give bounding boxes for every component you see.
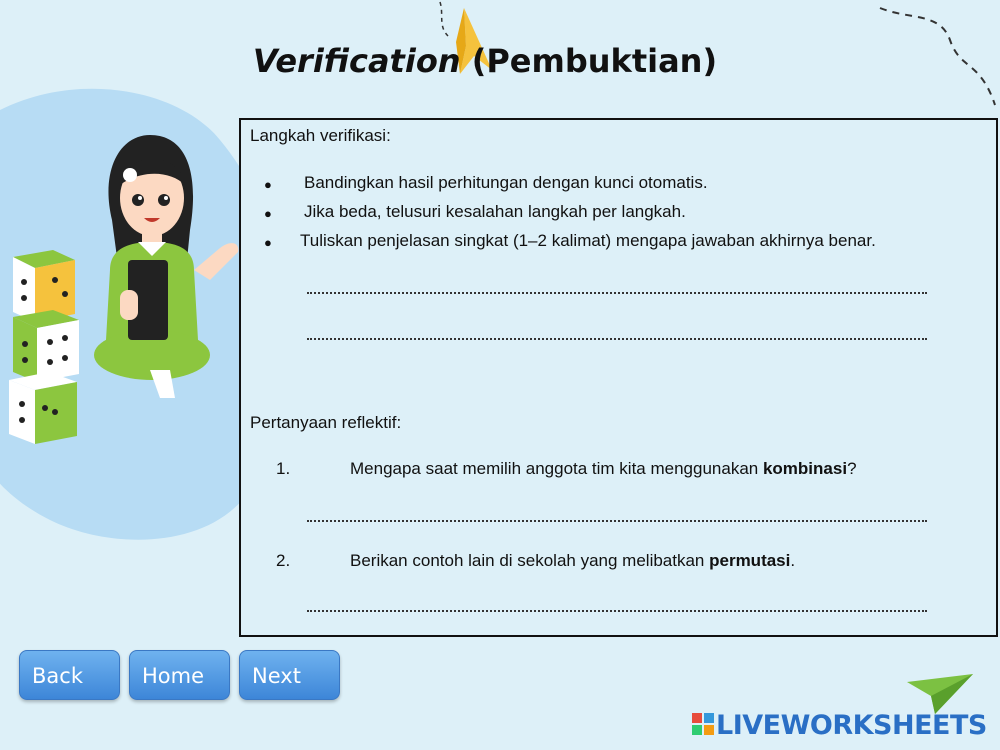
next-button[interactable]: Next <box>239 650 340 700</box>
question-1-text: Mengapa saat memilih anggota tim kita menggunakan <box>350 459 763 478</box>
home-button[interactable]: Home <box>129 650 230 700</box>
liveworksheets-logo-icon <box>692 713 714 735</box>
brand-name: LIVEWORKSHEETS <box>716 710 987 741</box>
dice-stack-illustration <box>5 232 85 447</box>
girl-with-book-illustration <box>90 130 250 410</box>
step-item-1: Bandingkan hasil perhitungan dengan kunci otomatis. <box>304 173 708 192</box>
reflect-heading: Pertanyaan reflektif: <box>250 413 402 432</box>
question-2 <box>350 551 795 571</box>
answer-line-4[interactable] <box>307 602 927 612</box>
question-number-1: 1. <box>276 459 291 478</box>
steps-heading: Langkah verifikasi: <box>250 126 391 145</box>
back-button[interactable]: Back <box>19 650 120 700</box>
worksheet-card <box>239 118 998 637</box>
page-title-italic: Verification <box>252 42 461 80</box>
page-title <box>0 42 970 80</box>
answer-line-1[interactable] <box>307 284 927 294</box>
step-item-2: Jika beda, telusuri kesalahan langkah per langkah. <box>304 202 686 221</box>
question-1-end: ? <box>847 459 857 478</box>
step-item-3: Tuliskan penjelasan singkat (1–2 kalimat) mengapa jawaban akhirnya benar. <box>300 231 876 250</box>
bullet-icon: ● <box>264 206 272 221</box>
bullet-icon: ● <box>264 235 272 250</box>
question-2-end: . <box>790 551 796 570</box>
question-1 <box>350 459 857 479</box>
question-2-text: Berikan contoh lain di sekolah yang melibatkan <box>350 551 710 570</box>
bullet-icon: ● <box>264 177 272 192</box>
answer-line-3[interactable] <box>307 512 927 522</box>
answer-line-2[interactable] <box>307 330 927 340</box>
question-number-2: 2. <box>276 551 291 570</box>
page-title-rest: (Pembuktian) <box>460 42 718 80</box>
question-2-keyword: permutasi <box>709 551 791 570</box>
question-1-keyword: kombinasi <box>762 459 848 478</box>
